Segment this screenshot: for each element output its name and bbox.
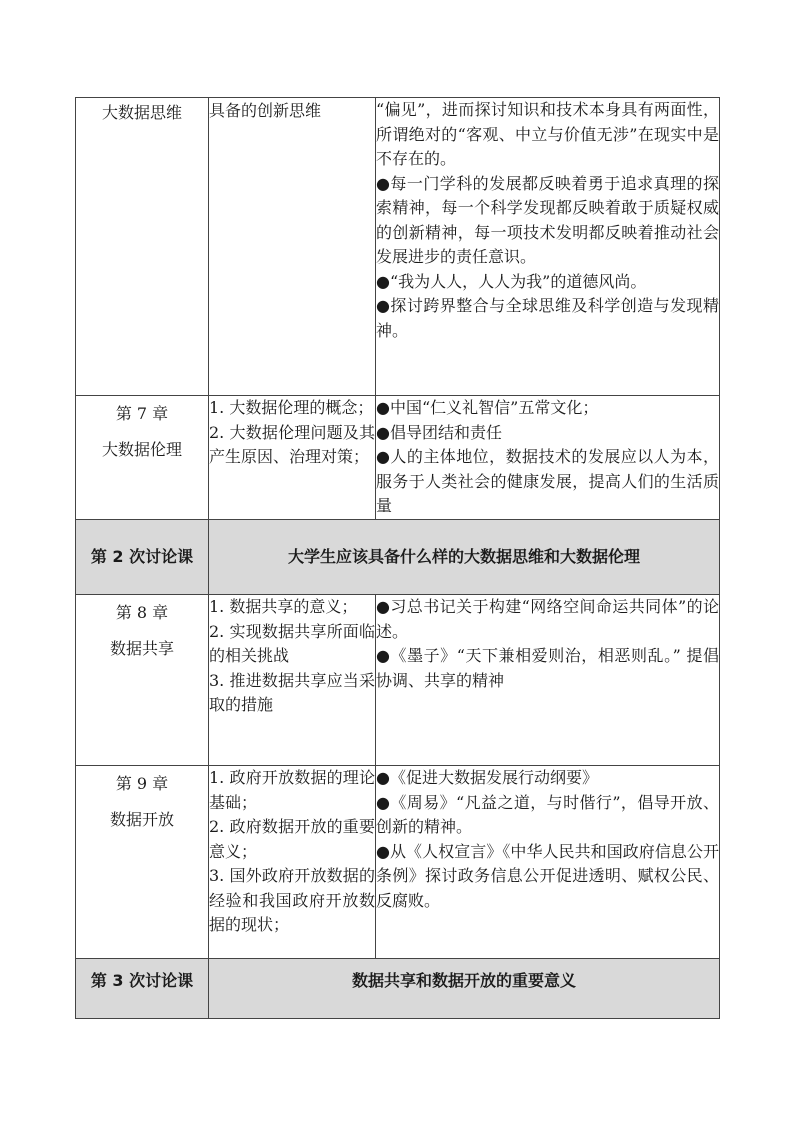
discussion-label: 第 2 次讨论课 [76, 520, 209, 595]
chapter-title: 大数据伦理 [101, 440, 182, 459]
chapter-cell [76, 766, 209, 959]
topic-item: 2. 政府数据开放的重要意义； [209, 817, 375, 861]
content-paragraph: ●人的主体地位，数据技术的发展应以人为本，服务于人类社会的健康发展，提高人们的生活质量 [376, 447, 719, 515]
content-cell [376, 98, 720, 396]
discussion-title: 数据共享和数据开放的重要意义 [209, 959, 720, 1019]
topic-item: 1. 政府开放数据的理论基础； [209, 768, 375, 812]
chapter-cell [76, 98, 209, 396]
chapter-number: 第 8 章 [115, 603, 169, 622]
topics-cell [209, 396, 376, 520]
topic-item: 1. 大数据伦理的概念； [209, 398, 374, 417]
chapter-title: 数据开放 [109, 810, 174, 829]
topic-item: 1. 数据共享的意义； [209, 597, 358, 616]
topic-item: 2. 大数据伦理问题及其产生原因、治理对策； [209, 422, 375, 466]
syllabus-table [75, 97, 720, 1019]
table-row [76, 396, 720, 520]
content-paragraph: ●《促进大数据发展行动纲要》 [376, 768, 598, 787]
discussion-label: 第 3 次讨论课 [76, 959, 209, 1019]
content-paragraph: “偏见”，进而探讨知识和技术本身具有两面性，所谓绝对的“客观、中立与价值无涉”在现实中是不存在的。 [376, 100, 719, 168]
content-paragraph: ●从《人权宣言》《中华人民共和国政府信息公开条例》探讨政务信息公开促进透明、赋权公民、反腐败。 [376, 841, 719, 910]
content-paragraph: ●“我为人人，人人为我”的道德风尚。 [376, 271, 647, 291]
discussion-row [76, 959, 720, 1019]
content-cell [376, 766, 720, 959]
content-paragraph: ●中国“仁义礼智信”五常文化； [376, 398, 599, 417]
chapter-title: 数据共享 [109, 639, 174, 658]
content-paragraph: ●每一门学科的发展都反映着勇于追求真理的探索精神，每一个科学发现都反映着敢于质疑权威的创新精神，每一项技术发明都反映着推动社会发展进步的责任意识。 [376, 173, 719, 266]
discussion-title: 大学生应该具备什么样的大数据思维和大数据伦理 [209, 520, 720, 595]
content-paragraph: ●《墨子》“天下兼相爱则治，相恶则乱。” 提倡协调、共享的精神 [376, 646, 719, 690]
topic-item: 2. 实现数据共享所面临的相关挑战 [209, 621, 375, 665]
content-paragraph: ●《周易》“凡益之道，与时偕行”，倡导开放、创新的精神。 [376, 792, 719, 836]
table-row [76, 98, 720, 396]
topic-item: 3. 推进数据共享应当采取的措施 [209, 670, 375, 714]
chapter-cell [76, 396, 209, 520]
chapter-number: 第 7 章 [115, 404, 169, 423]
topics-cell [209, 98, 376, 396]
table-row [76, 766, 720, 959]
topic-item: 3. 国外政府开放数据的经验和我国政府开放数据的现状； [209, 866, 375, 934]
content-paragraph: ●探讨跨界整合与全球思维及科学创造与发现精神。 [376, 296, 719, 340]
content-paragraph: ●习总书记关于构建“网络空间命运共同体”的论述。 [376, 597, 719, 641]
content-paragraph: ●倡导团结和责任 [376, 422, 502, 442]
topic-item: 具备的创新思维 [209, 101, 322, 120]
chapter-number: 第 9 章 [115, 774, 169, 793]
content-cell [376, 595, 720, 766]
content-cell [376, 396, 720, 520]
topics-cell [209, 766, 376, 959]
discussion-row [76, 520, 720, 595]
table-row [76, 595, 720, 766]
chapter-title: 大数据思维 [101, 103, 182, 122]
chapter-cell [76, 595, 209, 766]
topics-cell [209, 595, 376, 766]
